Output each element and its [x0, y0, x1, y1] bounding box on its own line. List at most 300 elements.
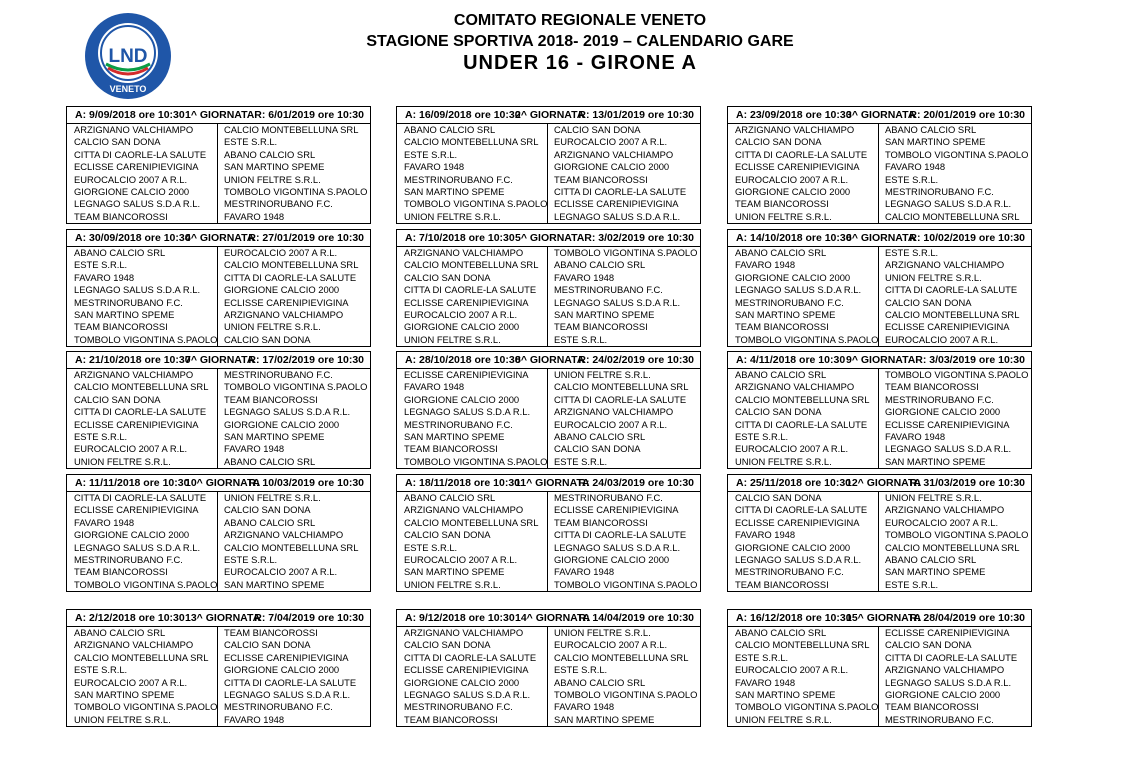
- home-team: ESTE S.R.L.: [74, 430, 128, 442]
- round-block: [727, 351, 1032, 469]
- home-team: TOMBOLO VIGONTINA S.PAOLO: [404, 198, 547, 210]
- andata-date: A: 30/09/2018 ore 10:30: [75, 232, 191, 244]
- away-team: ECLISSE CARENIPIEVIGINA: [554, 504, 679, 516]
- away-team: SAN MARTINO SPEME: [885, 455, 986, 467]
- logo-region: VENETO: [109, 84, 147, 94]
- matchday-label: 3^ GIORNATA: [846, 109, 916, 121]
- away-team: CITTA DI CAORLE-LA SALUTE: [554, 393, 687, 405]
- home-team: TEAM BIANCOROSSI: [74, 210, 168, 222]
- home-team: ABANO CALCIO SRL: [404, 492, 496, 503]
- away-team: TEAM BIANCOROSSI: [885, 381, 979, 393]
- away-team: EUROCALCIO 2007 A R.L.: [554, 136, 668, 148]
- away-team: ESTE S.R.L.: [885, 578, 939, 590]
- away-team: ARZIGNANO VALCHIAMPO: [554, 148, 674, 160]
- home-teams-column: [67, 247, 218, 347]
- away-team: ABANO CALCIO SRL: [885, 124, 977, 135]
- away-team: TEAM BIANCOROSSI: [554, 173, 648, 185]
- home-team: CITTA DI CAORLE-LA SALUTE: [74, 406, 207, 418]
- home-team: TEAM BIANCOROSSI: [735, 198, 829, 210]
- away-team: CITTA DI CAORLE-LA SALUTE: [224, 271, 357, 283]
- home-team: EUROCALCIO 2007 A R.L.: [74, 173, 188, 185]
- home-team: GIORGIONE CALCIO 2000: [404, 321, 520, 333]
- home-team: LEGNAGO SALUS S.D.A R.L.: [735, 553, 862, 565]
- home-team: MESTRINORUBANO F.C.: [404, 418, 513, 430]
- home-team: ESTE S.R.L.: [404, 148, 458, 160]
- away-team: TEAM BIANCOROSSI: [554, 516, 648, 528]
- away-team: CALCIO SAN DONA: [224, 333, 311, 345]
- home-teams-column: [728, 124, 879, 224]
- away-team: EUROCALCIO 2007 A R.L.: [885, 333, 999, 345]
- ritorno-date: R: 14/04/2019 ore 10:30: [578, 612, 694, 624]
- away-team: CALCIO MONTEBELLUNA SRL: [224, 541, 359, 553]
- home-team: MESTRINORUBANO F.C.: [404, 173, 513, 185]
- away-team: CALCIO MONTEBELLUNA SRL: [224, 124, 359, 135]
- home-team: ECLISSE CARENIPIEVIGINA: [735, 161, 860, 173]
- home-team: CITTA DI CAORLE-LA SALUTE: [404, 284, 537, 296]
- away-team: EUROCALCIO 2007 A R.L.: [554, 639, 668, 651]
- away-team: ABANO CALCIO SRL: [554, 430, 646, 442]
- matchday-label: 13^ GIORNATA: [185, 612, 261, 624]
- away-teams-column: [219, 492, 370, 592]
- home-team: SAN MARTINO SPEME: [404, 430, 505, 442]
- away-team: ESTE S.R.L.: [554, 455, 608, 467]
- away-team: CALCIO SAN DONA: [885, 296, 972, 308]
- away-team: CALCIO MONTEBELLUNA SRL: [885, 210, 1020, 222]
- away-team: FAVARO 1948: [224, 210, 285, 222]
- away-team: TOMBOLO VIGONTINA S.PAOLO: [224, 185, 368, 197]
- matchday-label: 6^ GIORNATA: [846, 232, 916, 244]
- home-team: ESTE S.R.L.: [404, 541, 458, 553]
- andata-date: A: 16/12/2018 ore 10:30: [736, 612, 852, 624]
- andata-date: A: 28/10/2018 ore 10:30: [405, 354, 521, 366]
- ritorno-date: R: 13/01/2019 ore 10:30: [578, 109, 694, 121]
- home-team: CALCIO SAN DONA: [735, 406, 822, 418]
- andata-date: A: 9/12/2018 ore 10:30: [405, 612, 515, 624]
- home-team: CALCIO MONTEBELLUNA SRL: [74, 651, 209, 663]
- home-team: SAN MARTINO SPEME: [74, 688, 175, 700]
- home-team: LEGNAGO SALUS S.D.A R.L.: [74, 198, 201, 210]
- ritorno-date: R: 24/02/2019 ore 10:30: [578, 354, 694, 366]
- home-teams-column: [397, 369, 548, 469]
- matchday-label: 10^ GIORNATA: [185, 477, 261, 489]
- away-team: LEGNAGO SALUS S.D.A R.L.: [554, 210, 681, 222]
- home-teams-column: [728, 247, 879, 347]
- away-team: ESTE S.R.L.: [885, 173, 939, 185]
- round-block: [396, 106, 701, 224]
- home-teams-column: [397, 124, 548, 224]
- round-header: [728, 475, 1031, 492]
- away-team: ECLISSE CARENIPIEVIGINA: [224, 651, 349, 663]
- round-header: [397, 107, 700, 124]
- category-title: UNDER 16 - GIRONE A: [463, 52, 697, 74]
- home-team: TOMBOLO VIGONTINA S.PAOLO: [74, 333, 217, 345]
- away-team: GIORGIONE CALCIO 2000: [224, 664, 340, 676]
- round-block: [66, 106, 371, 224]
- matchday-label: 2^ GIORNATA: [515, 109, 585, 121]
- andata-date: A: 2/12/2018 ore 10:30: [75, 612, 185, 624]
- away-team: ARZIGNANO VALCHIAMPO: [885, 504, 1005, 516]
- matchday-label: 1^ GIORNATA: [185, 109, 255, 121]
- andata-date: A: 11/11/2018 ore 10:30: [75, 477, 190, 489]
- away-team: CALCIO SAN DONA: [554, 124, 641, 135]
- away-team: ARZIGNANO VALCHIAMPO: [224, 529, 344, 541]
- andata-date: A: 23/09/2018 ore 10:30: [736, 109, 852, 121]
- round-block: [727, 229, 1032, 347]
- season-title: STAGIONE SPORTIVA 2018- 2019 – CALENDARIO GARE: [366, 33, 794, 50]
- away-team: SAN MARTINO SPEME: [554, 713, 655, 725]
- home-teams-column: [67, 124, 218, 224]
- away-team: EUROCALCIO 2007 A R.L.: [885, 516, 999, 528]
- home-team: FAVARO 1948: [74, 516, 135, 528]
- home-team: GIORGIONE CALCIO 2000: [74, 529, 190, 541]
- home-team: TEAM BIANCOROSSI: [735, 578, 829, 590]
- home-team: TOMBOLO VIGONTINA S.PAOLO: [735, 701, 878, 713]
- home-team: TOMBOLO VIGONTINA S.PAOLO: [74, 701, 217, 713]
- away-team: ECLISSE CARENIPIEVIGINA: [554, 198, 679, 210]
- andata-date: A: 25/11/2018 ore 10:30: [736, 477, 851, 489]
- away-team: ABANO CALCIO SRL: [885, 553, 977, 565]
- home-team: GIORGIONE CALCIO 2000: [735, 541, 851, 553]
- round-header: [397, 230, 700, 247]
- round-block: [66, 474, 371, 592]
- home-team: ESTE S.R.L.: [74, 259, 128, 271]
- away-team: FAVARO 1948: [885, 430, 946, 442]
- round-block: [66, 351, 371, 469]
- home-team: TEAM BIANCOROSSI: [735, 321, 829, 333]
- home-teams-column: [67, 627, 218, 727]
- away-team: TOMBOLO VIGONTINA S.PAOLO: [554, 688, 698, 700]
- committee-title: COMITATO REGIONALE VENETO: [453, 12, 707, 29]
- away-teams-column: [549, 627, 700, 727]
- home-team: ECLISSE CARENIPIEVIGINA: [404, 369, 529, 380]
- home-team: TEAM BIANCOROSSI: [74, 321, 168, 333]
- away-team: TOMBOLO VIGONTINA S.PAOLO: [554, 247, 698, 258]
- round-header: [67, 352, 370, 369]
- away-teams-column: [219, 627, 370, 727]
- matchday-label: 15^ GIORNATA: [846, 612, 922, 624]
- home-team: SAN MARTINO SPEME: [74, 308, 175, 320]
- away-team: CALCIO MONTEBELLUNA SRL: [885, 308, 1020, 320]
- away-teams-column: [549, 369, 700, 469]
- round-block: [727, 609, 1032, 727]
- home-team: LEGNAGO SALUS S.D.A R.L.: [735, 284, 862, 296]
- round-block: [66, 609, 371, 727]
- home-team: MESTRINORUBANO F.C.: [74, 553, 183, 565]
- home-team: UNION FELTRE S.R.L.: [404, 333, 501, 345]
- home-team: ABANO CALCIO SRL: [74, 627, 166, 638]
- round-block: [66, 229, 371, 347]
- round-block: [727, 106, 1032, 224]
- home-team: CALCIO MONTEBELLUNA SRL: [404, 136, 539, 148]
- away-team: TEAM BIANCOROSSI: [224, 627, 318, 638]
- matchday-label: 7^ GIORNATA: [185, 354, 255, 366]
- home-teams-column: [67, 369, 218, 469]
- away-team: CALCIO SAN DONA: [224, 504, 311, 516]
- away-team: CITTA DI CAORLE-LA SALUTE: [885, 284, 1018, 296]
- ritorno-date: R: 31/03/2019 ore 10:30: [909, 477, 1025, 489]
- home-team: CALCIO MONTEBELLUNA SRL: [74, 381, 209, 393]
- home-team: TEAM BIANCOROSSI: [404, 713, 498, 725]
- round-header: [397, 610, 700, 627]
- away-team: SAN MARTINO SPEME: [885, 566, 986, 578]
- home-team: CITTA DI CAORLE-LA SALUTE: [735, 504, 868, 516]
- away-team: EUROCALCIO 2007 A R.L.: [554, 418, 668, 430]
- away-team: SAN MARTINO SPEME: [224, 430, 325, 442]
- away-team: UNION FELTRE S.R.L.: [554, 369, 651, 380]
- away-team: UNION FELTRE S.R.L.: [885, 271, 982, 283]
- round-header: [397, 475, 700, 492]
- away-team: MESTRINORUBANO F.C.: [885, 393, 994, 405]
- home-team: ARZIGNANO VALCHIAMPO: [404, 627, 524, 638]
- home-team: CITTA DI CAORLE-LA SALUTE: [74, 492, 207, 503]
- ritorno-date: R: 3/02/2019 ore 10:30: [584, 232, 694, 244]
- home-team: MESTRINORUBANO F.C.: [404, 701, 513, 713]
- home-team: GIORGIONE CALCIO 2000: [74, 185, 190, 197]
- away-team: CITTA DI CAORLE-LA SALUTE: [554, 185, 687, 197]
- home-team: ABANO CALCIO SRL: [735, 369, 827, 380]
- home-team: CALCIO SAN DONA: [404, 529, 491, 541]
- away-team: MESTRINORUBANO F.C.: [224, 369, 333, 380]
- away-team: ARZIGNANO VALCHIAMPO: [224, 308, 344, 320]
- home-team: CITTA DI CAORLE-LA SALUTE: [404, 651, 537, 663]
- home-team: FAVARO 1948: [404, 381, 465, 393]
- away-team: ESTE S.R.L.: [554, 664, 608, 676]
- home-team: LEGNAGO SALUS S.D.A R.L.: [74, 541, 201, 553]
- round-header: [67, 230, 370, 247]
- round-header: [67, 475, 370, 492]
- round-block: [727, 474, 1032, 592]
- away-teams-column: [880, 124, 1031, 224]
- home-team: CALCIO SAN DONA: [735, 136, 822, 148]
- home-team: MESTRINORUBANO F.C.: [74, 296, 183, 308]
- home-team: UNION FELTRE S.R.L.: [735, 210, 832, 222]
- away-team: SAN MARTINO SPEME: [224, 578, 325, 590]
- round-header: [728, 610, 1031, 627]
- home-team: CALCIO SAN DONA: [404, 271, 491, 283]
- away-team: CALCIO SAN DONA: [224, 639, 311, 651]
- matchday-label: 12^ GIORNATA: [846, 477, 922, 489]
- home-teams-column: [67, 492, 218, 592]
- away-team: SAN MARTINO SPEME: [554, 308, 655, 320]
- away-teams-column: [549, 124, 700, 224]
- round-header: [728, 107, 1031, 124]
- andata-date: A: 16/09/2018 ore 10:30: [405, 109, 521, 121]
- home-teams-column: [397, 627, 548, 727]
- home-team: EUROCALCIO 2007 A R.L.: [735, 173, 849, 185]
- away-team: LEGNAGO SALUS S.D.A R.L.: [224, 688, 351, 700]
- away-team: TOMBOLO VIGONTINA S.PAOLO: [554, 578, 698, 590]
- home-team: SAN MARTINO SPEME: [404, 566, 505, 578]
- away-team: ESTE S.R.L.: [224, 136, 278, 148]
- round-block: [396, 474, 701, 592]
- home-teams-column: [728, 627, 879, 727]
- away-teams-column: [880, 492, 1031, 592]
- away-team: MESTRINORUBANO F.C.: [224, 198, 333, 210]
- home-team: ECLISSE CARENIPIEVIGINA: [404, 296, 529, 308]
- home-team: TOMBOLO VIGONTINA S.PAOLO: [735, 333, 878, 345]
- away-team: ABANO CALCIO SRL: [554, 676, 646, 688]
- home-team: GIORGIONE CALCIO 2000: [404, 676, 520, 688]
- away-team: FAVARO 1948: [224, 713, 285, 725]
- home-team: EUROCALCIO 2007 A R.L.: [735, 443, 849, 455]
- home-team: ECLISSE CARENIPIEVIGINA: [735, 516, 860, 528]
- away-team: UNION FELTRE S.R.L.: [224, 492, 321, 503]
- matchday-label: 11^ GIORNATA: [515, 477, 590, 489]
- home-team: ESTE S.R.L.: [74, 664, 128, 676]
- home-team: GIORGIONE CALCIO 2000: [404, 393, 520, 405]
- away-team: LEGNAGO SALUS S.D.A R.L.: [885, 443, 1012, 455]
- away-team: GIORGIONE CALCIO 2000: [224, 418, 340, 430]
- away-team: TOMBOLO VIGONTINA S.PAOLO: [885, 148, 1029, 160]
- home-team: TOMBOLO VIGONTINA S.PAOLO: [74, 578, 217, 590]
- away-team: TOMBOLO VIGONTINA S.PAOLO: [885, 369, 1029, 380]
- away-team: FAVARO 1948: [554, 271, 615, 283]
- home-teams-column: [397, 247, 548, 347]
- home-team: CALCIO SAN DONA: [74, 393, 161, 405]
- away-team: CALCIO MONTEBELLUNA SRL: [224, 259, 359, 271]
- away-team: CITTA DI CAORLE-LA SALUTE: [885, 651, 1018, 663]
- home-team: CALCIO MONTEBELLUNA SRL: [735, 639, 870, 651]
- away-team: LEGNAGO SALUS S.D.A R.L.: [554, 296, 681, 308]
- home-team: SAN MARTINO SPEME: [735, 688, 836, 700]
- matchday-label: 5^ GIORNATA: [515, 232, 585, 244]
- away-team: GIORGIONE CALCIO 2000: [554, 161, 670, 173]
- home-team: ESTE S.R.L.: [735, 430, 789, 442]
- home-teams-column: [728, 492, 879, 592]
- away-team: TOMBOLO VIGONTINA S.PAOLO: [885, 529, 1029, 541]
- home-team: CALCIO MONTEBELLUNA SRL: [735, 393, 870, 405]
- andata-date: A: 18/11/2018 ore 10:30: [405, 477, 520, 489]
- andata-date: A: 14/10/2018 ore 10:30: [736, 232, 852, 244]
- ritorno-date: R: 10/02/2019 ore 10:30: [909, 232, 1025, 244]
- home-team: SAN MARTINO SPEME: [735, 308, 836, 320]
- ritorno-date: R: 3/03/2019 ore 10:30: [915, 354, 1025, 366]
- andata-date: A: 21/10/2018 ore 10:30: [75, 354, 191, 366]
- away-team: UNION FELTRE S.R.L.: [224, 173, 321, 185]
- away-teams-column: [880, 627, 1031, 727]
- home-team: SAN MARTINO SPEME: [404, 185, 505, 197]
- home-teams-column: [728, 369, 879, 469]
- home-team: ECLISSE CARENIPIEVIGINA: [74, 418, 199, 430]
- away-team: ESTE S.R.L.: [554, 333, 608, 345]
- home-team: FAVARO 1948: [735, 676, 796, 688]
- home-team: GIORGIONE CALCIO 2000: [735, 185, 851, 197]
- home-team: GIORGIONE CALCIO 2000: [735, 271, 851, 283]
- away-team: MESTRINORUBANO F.C.: [554, 492, 663, 503]
- matchday-label: 14^ GIORNATA: [515, 612, 591, 624]
- ritorno-date: R: 10/03/2019 ore 10:30: [248, 477, 364, 489]
- home-team: CITTA DI CAORLE-LA SALUTE: [74, 148, 207, 160]
- away-team: TEAM BIANCOROSSI: [554, 321, 648, 333]
- ritorno-date: R: 28/04/2019 ore 10:30: [909, 612, 1025, 624]
- round-header: [67, 107, 370, 124]
- away-teams-column: [549, 247, 700, 347]
- away-team: ABANO CALCIO SRL: [554, 259, 646, 271]
- round-header: [67, 610, 370, 627]
- home-team: TEAM BIANCOROSSI: [74, 566, 168, 578]
- away-team: ECLISSE CARENIPIEVIGINA: [885, 321, 1010, 333]
- home-teams-column: [397, 492, 548, 592]
- away-teams-column: [880, 247, 1031, 347]
- away-team: CALCIO SAN DONA: [885, 639, 972, 651]
- away-team: UNION FELTRE S.R.L.: [885, 492, 982, 503]
- home-team: MESTRINORUBANO F.C.: [735, 296, 844, 308]
- home-team: ECLISSE CARENIPIEVIGINA: [74, 161, 199, 173]
- away-teams-column: [219, 369, 370, 469]
- home-team: EUROCALCIO 2007 A R.L.: [735, 664, 849, 676]
- lnd-veneto-logo: [84, 12, 172, 100]
- home-team: ABANO CALCIO SRL: [735, 247, 827, 258]
- ritorno-date: R: 27/01/2019 ore 10:30: [248, 232, 364, 244]
- round-block: [396, 229, 701, 347]
- away-team: EUROCALCIO 2007 A R.L.: [224, 247, 338, 258]
- away-team: CITTA DI CAORLE-LA SALUTE: [224, 676, 357, 688]
- home-team: CALCIO MONTEBELLUNA SRL: [404, 516, 539, 528]
- away-team: MESTRINORUBANO F.C.: [224, 701, 333, 713]
- home-team: ESTE S.R.L.: [735, 651, 789, 663]
- away-team: CALCIO MONTEBELLUNA SRL: [885, 541, 1020, 553]
- home-team: ARZIGNANO VALCHIAMPO: [735, 381, 855, 393]
- ritorno-date: R: 24/03/2019 ore 10:30: [578, 477, 694, 489]
- away-team: MESTRINORUBANO F.C.: [885, 713, 994, 725]
- away-team: CALCIO SAN DONA: [554, 443, 641, 455]
- away-team: CALCIO MONTEBELLUNA SRL: [554, 651, 689, 663]
- home-team: ECLISSE CARENIPIEVIGINA: [74, 504, 199, 516]
- away-team: FAVARO 1948: [885, 161, 946, 173]
- away-team: ABANO CALCIO SRL: [224, 148, 316, 160]
- home-team: EUROCALCIO 2007 A R.L.: [404, 553, 518, 565]
- round-block: [396, 351, 701, 469]
- andata-date: A: 4/11/2018 ore 10:30: [736, 354, 846, 366]
- away-team: UNION FELTRE S.R.L.: [554, 627, 651, 638]
- home-team: UNION FELTRE S.R.L.: [74, 455, 171, 467]
- away-team: ABANO CALCIO SRL: [224, 455, 316, 467]
- round-header: [397, 352, 700, 369]
- home-team: LEGNAGO SALUS S.D.A R.L.: [404, 688, 531, 700]
- home-team: ABANO CALCIO SRL: [735, 627, 827, 638]
- home-team: ARZIGNANO VALCHIAMPO: [74, 369, 194, 380]
- away-team: ABANO CALCIO SRL: [224, 516, 316, 528]
- home-team: ARZIGNANO VALCHIAMPO: [404, 247, 524, 258]
- ritorno-date: R: 6/01/2019 ore 10:30: [254, 109, 364, 121]
- away-team: TEAM BIANCOROSSI: [885, 701, 979, 713]
- away-team: ARZIGNANO VALCHIAMPO: [885, 664, 1005, 676]
- away-teams-column: [219, 124, 370, 224]
- away-team: FAVARO 1948: [554, 566, 615, 578]
- round-header: [728, 230, 1031, 247]
- away-team: LEGNAGO SALUS S.D.A R.L.: [224, 406, 351, 418]
- away-team: CITTA DI CAORLE-LA SALUTE: [554, 529, 687, 541]
- away-team: ECLISSE CARENIPIEVIGINA: [224, 296, 349, 308]
- away-team: ARZIGNANO VALCHIAMPO: [554, 406, 674, 418]
- home-team: ARZIGNANO VALCHIAMPO: [735, 124, 855, 135]
- home-team: CALCIO SAN DONA: [74, 136, 161, 148]
- round-block: [396, 609, 701, 727]
- away-team: TEAM BIANCOROSSI: [224, 393, 318, 405]
- away-team: SAN MARTINO SPEME: [885, 136, 986, 148]
- home-team: CALCIO SAN DONA: [404, 639, 491, 651]
- away-team: UNION FELTRE S.R.L.: [224, 321, 321, 333]
- home-team: ABANO CALCIO SRL: [404, 124, 496, 135]
- home-team: TEAM BIANCOROSSI: [404, 443, 498, 455]
- home-team: FAVARO 1948: [735, 529, 796, 541]
- away-team: ESTE S.R.L.: [224, 553, 278, 565]
- home-team: UNION FELTRE S.R.L.: [735, 713, 832, 725]
- ritorno-date: R: 20/01/2019 ore 10:30: [909, 109, 1025, 121]
- home-team: FAVARO 1948: [74, 271, 135, 283]
- logo-text: LND: [108, 46, 148, 67]
- home-team: CITTA DI CAORLE-LA SALUTE: [735, 148, 868, 160]
